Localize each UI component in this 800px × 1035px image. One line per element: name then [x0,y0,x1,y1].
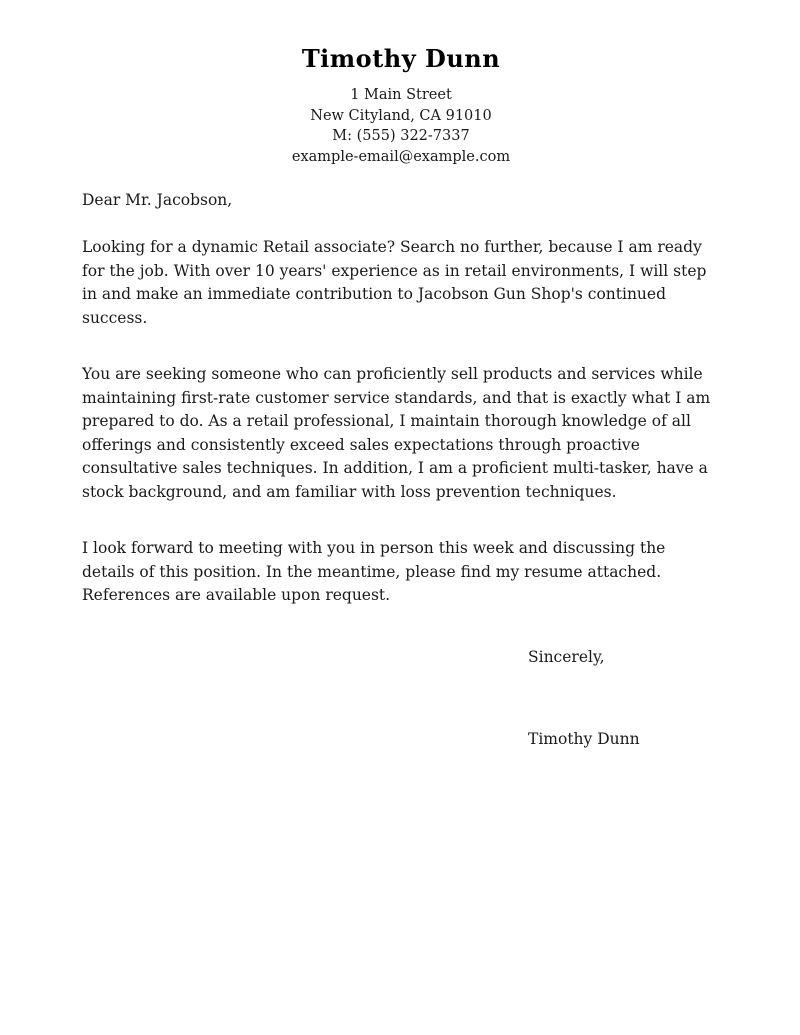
sender-street-address: 1 Main Street [350,87,452,103]
sender-phone: M: (555) 322-7337 [332,128,470,144]
signature-name: Timothy Dunn [528,729,640,748]
body-paragraph-2: You are seeking someone who can proficiently sell products and services while maintaining first-rate customer service standards, and that is exactly what I am prepared to do. As a retail professional, I maintain thorough knowledge of all offerings and consistently exceed sales expectations through proactive consultative sales techniques. In addition, I am a proficient multi-tasker, have a stock background, and am familiar with loss prevention techniques. [82,365,711,501]
sender-name: Timothy Dunn [301,44,501,73]
body-paragraph-3: I look forward to meeting with you in person this week and discussing the details of this position. In the meantime, please find my resume attached. References are available upon request. [82,539,666,604]
salutation: Dear Mr. Jacobson, [82,191,233,209]
closing-block [528,648,720,748]
closing-salutation: Sincerely, [528,647,605,666]
body-paragraph-1: Looking for a dynamic Retail associate? Search no further, because I am ready for the job. With over 10 years' experience as in retail environments, I will step in and make an immediate contribution to Jacobson Gun Shop's continued success. [82,238,707,327]
sender-email: example-email@example.com [291,148,511,165]
sender-city-state-zip: New Cityland, CA 91010 [310,107,492,124]
letter-header [82,44,720,167]
